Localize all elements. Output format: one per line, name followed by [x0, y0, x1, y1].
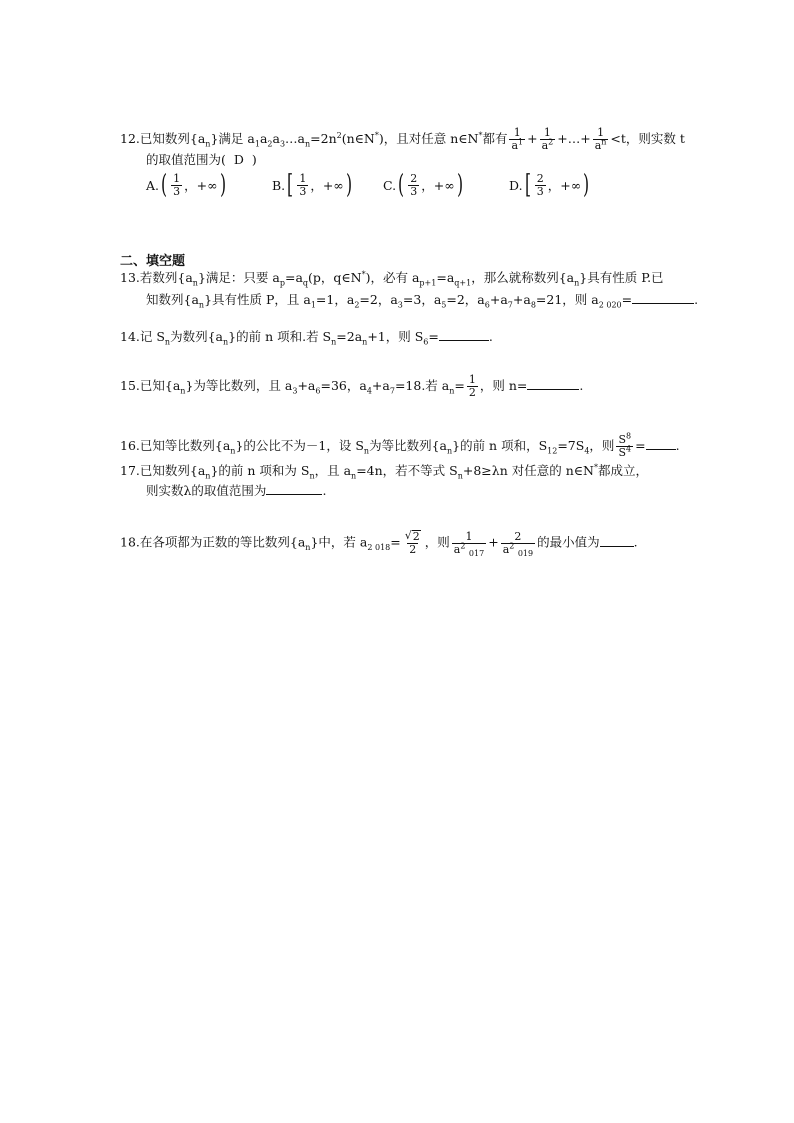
- q16: 16.已知等比数列$\{a_n\}$的公比不为－1，设 $S_n$为等比数列$\{a_n\}$的前 n 项和，$S_{12}=7S_4$，则 $\frac{S^8}{S^4}$ = .: [120, 431, 680, 459]
- sqrt-symbol: √ 2: [404, 529, 420, 543]
- q12-line2: 的取值范围为( D ): [146, 152, 257, 167]
- answer-blank[interactable]: [632, 291, 694, 304]
- answer-blank[interactable]: [527, 377, 579, 390]
- q17-line1: 17.已知数列$\{a_n\}$的前 n 项和为 $S_n$，且 $a_n=4n$，若不等式 $S_n+8\ge\lambda n$ 对任意的 n∈N*都成立，: [120, 462, 648, 481]
- fraction: $\frac{1}{a^2}$: [541, 126, 554, 152]
- q13-line1: 13.若数列$\{a_n\}$满足：只要 $a_p=a_q(p$，q∈N*)，必有 $a_{p+1}=a_{q+1}$，那么就称数列$\{a_n\}$具有性质 P.已: [120, 269, 664, 288]
- answer-blank[interactable]: [646, 437, 676, 450]
- q12-number: 12.: [120, 131, 140, 146]
- q12-answer: D: [233, 152, 244, 167]
- answer-blank[interactable]: [266, 482, 322, 495]
- q15: 15.已知$\{a_n\}$为等比数列，且 $a_3+a_6=36$，$a_4+a_7=18$.若 $a_n=$ $\frac{1}{2}$ ，则 n= .: [120, 373, 584, 399]
- fraction: $\frac{1}{a^n}$: [594, 126, 607, 152]
- answer-blank[interactable]: [439, 328, 489, 341]
- q12-option-c: C. ( $\frac{2}{3}$ ，+∞ ): [383, 170, 463, 200]
- q12-option-d: D. [ $\frac{2}{3}$ ，+∞ ): [509, 170, 590, 200]
- q12-option-a: A. ( $\frac{1}{3}$ ，+∞ ): [146, 170, 226, 200]
- section-heading: 二、填空题: [120, 254, 186, 269]
- answer-blank[interactable]: [600, 534, 634, 547]
- q12-line1: 12.已知数列$\{a_n\}$满足 $a_1a_2a_3\dots a_n=2n^2(n\in N^*)$，且对任意 n∈N*都有 $\frac{1}{a^1}$ + $\frac{1}{a^2}$ +…+ $\frac{1}{a^n}$ <t，则实数 t: [120, 126, 685, 152]
- q13-line2: 知数列$\{a_n\}$具有性质 P，且 $a_1=1$，$a_2=2$，$a_3=3$，$a_5=2$，$a_6+a_7+a_8=21$，则 $a_{2 020}=$ .: [146, 292, 699, 310]
- q18: 18.在各项都为正数的等比数列$\{a_n\}$中，若 $a_{2 018}=$ √ 2 2 ，则 $\frac{1}{a^2 _{017}}$ + $\frac{2}{a^2 _{019}}$ 的最小值为 .: [120, 529, 638, 558]
- fraction: $\frac{1}{a^1}$: [511, 126, 524, 152]
- q17-line2: 则实数λ的取值范围为 .: [146, 483, 327, 498]
- q12-option-b: B. [ $\frac{1}{3}$ ，+∞ ): [272, 170, 352, 200]
- q14: 14.记 $S_n$为数列$\{a_n\}$的前 n 项和.若 $S_n=2a_n+1$，则 $S_6=$ .: [120, 329, 493, 347]
